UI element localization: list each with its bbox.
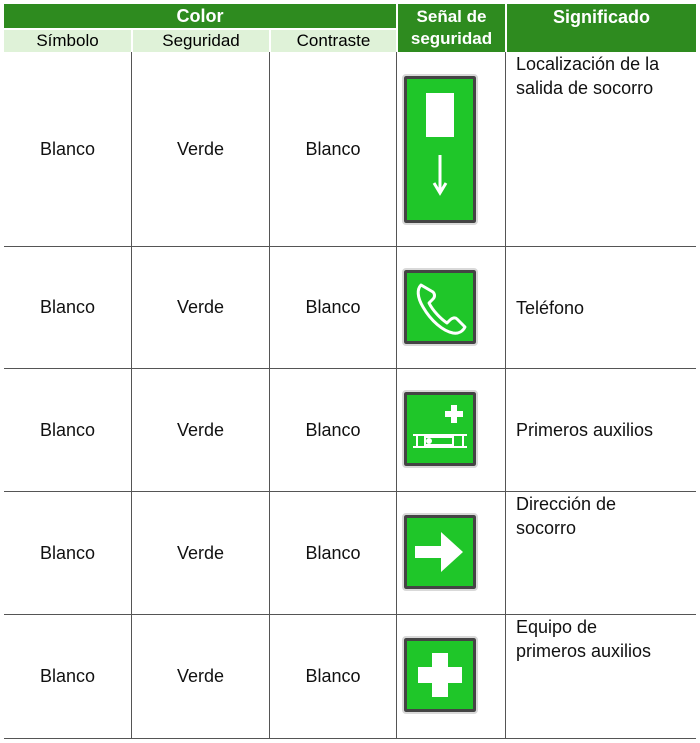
first-aid-cross-icon [404,638,476,712]
header-contraste: Contraste [271,30,396,52]
header-significado [507,4,696,52]
row5-contraste: Blanco [305,666,361,686]
significado-line: Dirección de [516,494,617,514]
row1-significado [506,52,696,246]
significado-line: Teléfono [516,297,585,318]
row4-seguridad: Verde [176,542,225,563]
row3-simbolo: Blanco [39,419,96,440]
exit-door-arrow-down-icon [404,76,476,223]
grid-line [4,738,696,739]
stretcher-cross-icon [404,392,476,466]
grid-line [396,52,397,739]
significado-line: primeros auxilios [516,641,652,661]
senal-line2: seguridad [410,29,493,48]
arrow-right-icon [404,515,476,589]
telephone-icon [404,270,476,344]
row3-contraste: Blanco [305,419,361,440]
row2-seguridad: Verde [176,297,225,317]
row2-contraste: Blanco [305,297,361,317]
row5-significado [506,615,696,738]
row1-seguridad: Verde [176,138,225,159]
row3-significado [506,369,696,491]
color-group-label: Color [176,6,224,26]
significado-line: salida de socorro [516,78,654,98]
row1-simbolo: Blanco [39,138,96,159]
header-color-group [4,4,396,28]
senal-line1: Señal de [416,7,487,26]
row5-seguridad: Verde [176,666,225,686]
row4-simbolo: Blanco [39,542,96,563]
row1-contraste: Blanco [305,138,361,159]
row3-seguridad: Verde [176,419,225,440]
row2-simbolo: Blanco [39,297,96,317]
row5-simbolo: Blanco [39,666,96,686]
header-simbolo: Símbolo [4,30,131,52]
header-senal-seguridad [398,4,505,52]
header-seguridad: Seguridad [133,30,269,52]
significado-line: Primeros auxilios [516,420,654,440]
significado-line: Localización de la [516,54,660,74]
row4-contraste: Blanco [305,542,361,563]
row4-significado [506,492,696,614]
significado-line: Equipo de [516,617,598,637]
row2-significado [506,247,696,368]
significado-label: Significado [552,7,650,27]
significado-line: socorro [516,518,577,538]
